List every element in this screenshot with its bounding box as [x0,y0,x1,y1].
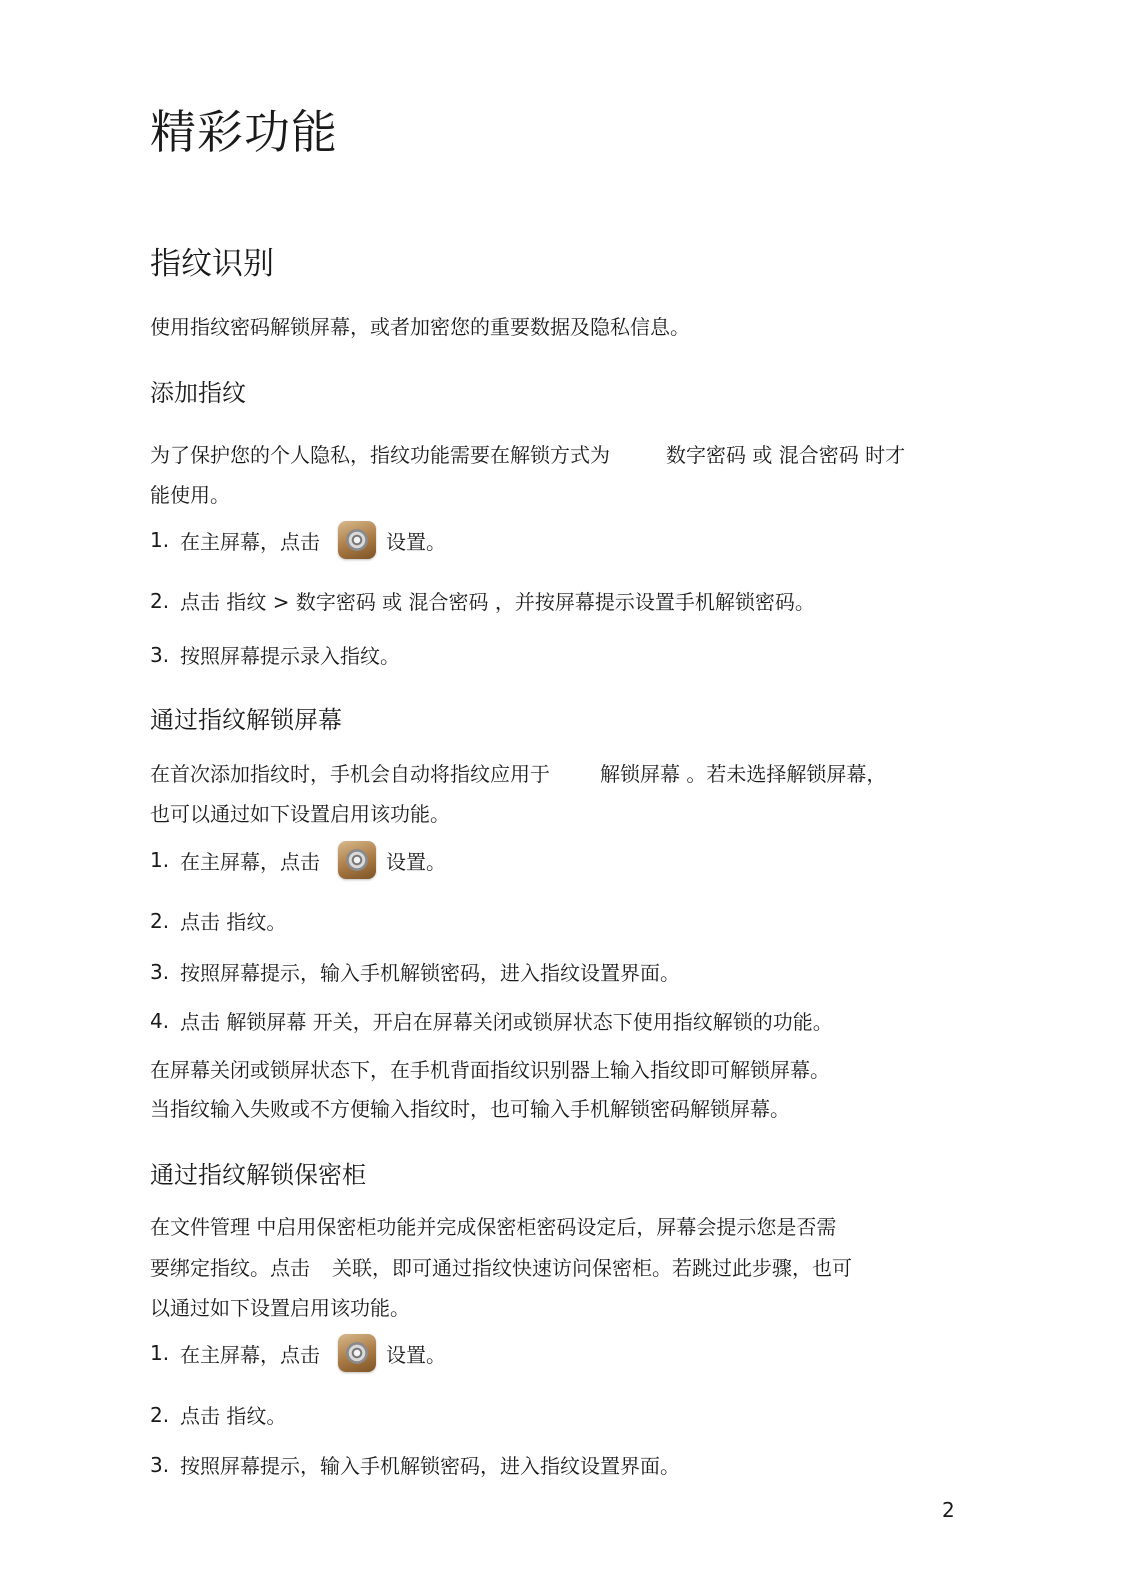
step-text: 点击 指纹。 [180,1404,287,1428]
add-step-1 [150,521,446,559]
settings-gear-icon [338,521,376,559]
step-text: 点击 指纹。 [180,910,287,934]
step-number: 3. [150,1452,170,1477]
step-number: 2. [150,908,170,933]
unlock-screen-para-line1 [150,758,886,787]
step-number: 1. [150,528,170,552]
unlock-safe-para-part-a: 要绑定指纹。点击 [150,1256,310,1280]
add-fingerprint-heading: 添加指纹 [150,379,246,407]
unlock-safe-para-line3: 以通过如下设置启用该功能。 [150,1296,410,1320]
step-number: 2. [150,1402,170,1427]
unlock-step-3 [150,957,680,986]
step-number: 1. [150,848,170,872]
step-text: 在主屏幕，点击 [180,1342,320,1367]
step-number: 1. [150,1341,170,1365]
unlock-safe-para-line2 [150,1252,852,1281]
add-step-2 [150,586,815,615]
unlock-note-line2: 当指纹输入失败或不方便输入指纹时，也可输入手机解锁密码解锁屏幕。 [150,1097,790,1121]
unlock-screen-heading: 通过指纹解锁屏幕 [150,706,342,734]
add-fingerprint-para-part-b: 数字密码 或 混合密码 时才 [666,443,906,467]
page-title: 精彩功能 [150,105,338,159]
step-text-settings: 设置。 [386,529,446,554]
unlock-note-line1: 在屏幕关闭或锁屏状态下，在手机背面指纹识别器上输入指纹即可解锁屏幕。 [150,1058,830,1082]
unlock-screen-para-part-b: 解锁屏幕 。若未选择解锁屏幕， [600,762,887,786]
step-text-settings: 设置。 [386,849,446,874]
step-text: 点击 指纹 > 数字密码 或 混合密码 ，并按屏幕提示设置手机解锁密码。 [180,590,815,614]
step-number: 3. [150,959,170,984]
add-fingerprint-para-part-a: 为了保护您的个人隐私，指纹功能需要在解锁方式为 [150,443,610,467]
add-fingerprint-para-line2: 能使用。 [150,483,230,507]
step-text: 按照屏幕提示录入指纹。 [180,644,400,668]
add-step-3 [150,640,400,669]
unlock-safe-heading: 通过指纹解锁保密柜 [150,1161,366,1189]
unlock-step-4 [150,1006,833,1035]
unlock-screen-para-line2: 也可以通过如下设置启用该功能。 [150,802,450,826]
step-number: 3. [150,642,170,667]
unlock-step-1 [150,841,446,879]
unlock-step-2 [150,906,286,935]
step-number: 4. [150,1008,170,1033]
step-text-settings: 设置。 [386,1342,446,1367]
page-number: 2 [942,1498,955,1522]
section-intro: 使用指纹密码解锁屏幕，或者加密您的重要数据及隐私信息。 [150,315,690,339]
step-number: 2. [150,588,170,613]
unlock-screen-para-part-a: 在首次添加指纹时，手机会自动将指纹应用于 [150,762,550,786]
add-fingerprint-para-line1 [150,439,905,468]
step-text: 在主屏幕，点击 [180,849,320,874]
unlock-safe-para-line1: 在文件管理 中启用保密柜功能并完成保密柜密码设定后，屏幕会提示您是否需 [150,1215,837,1239]
settings-gear-icon [338,1334,376,1372]
step-text: 点击 解锁屏幕 开关，开启在屏幕关闭或锁屏状态下使用指纹解锁的功能。 [180,1010,833,1034]
safe-step-1 [150,1334,446,1372]
step-text: 按照屏幕提示，输入手机解锁密码，进入指纹设置界面。 [180,1454,680,1478]
safe-step-3 [150,1450,680,1479]
section-heading: 指纹识别 [150,246,274,282]
safe-step-2 [150,1400,286,1429]
settings-gear-icon [338,841,376,879]
step-text: 按照屏幕提示，输入手机解锁密码，进入指纹设置界面。 [180,961,680,985]
unlock-safe-para-part-b: 关联，即可通过指纹快速访问保密柜。若跳过此步骤，也可 [332,1256,852,1280]
step-text: 在主屏幕，点击 [180,529,320,554]
